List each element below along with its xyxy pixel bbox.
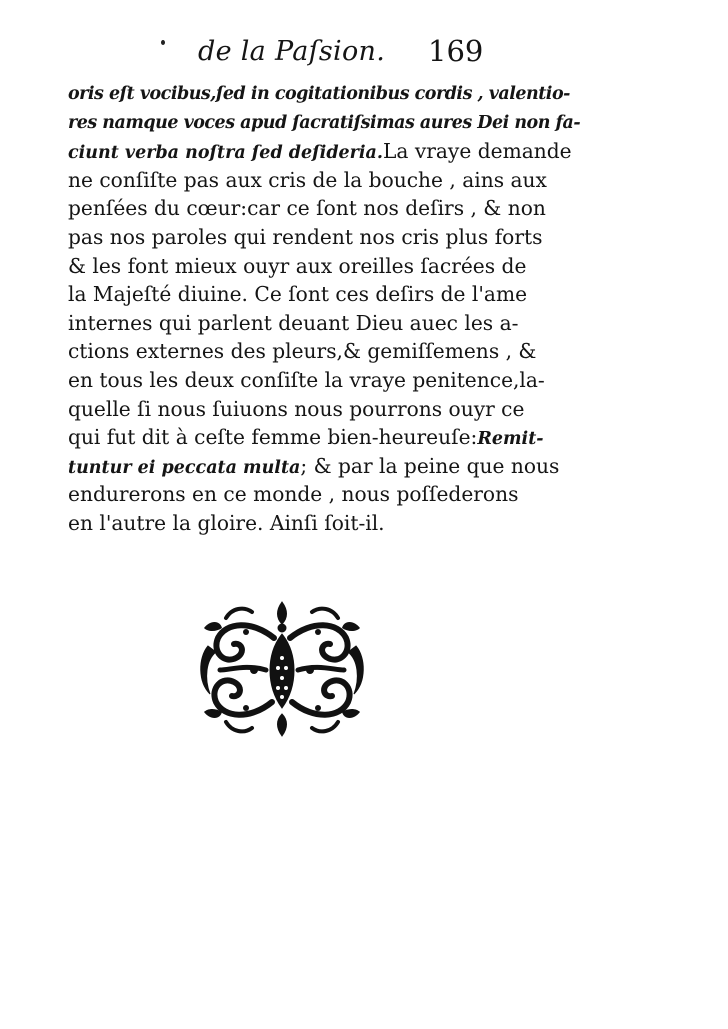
running-title: de la Paſsion. — [198, 36, 386, 67]
ink-speck — [161, 40, 165, 45]
text-line: penſées du cœur:car ce ſont nos deſirs , & non — [68, 196, 546, 221]
text-line: en l'autre la gloire. Ainſi ſoit-il. — [68, 510, 385, 535]
text-span: ; & par la peine que nous — [300, 453, 560, 478]
text-line: endurerons en ce monde , nous poſſederons — [68, 482, 519, 507]
text-line: pas nos paroles qui rendent nos cris plus forts — [68, 224, 543, 249]
text-line: oris eſt vocibus,ſed in cogitationibus cordis , valentio- — [68, 84, 570, 104]
body-text — [68, 80, 581, 538]
text-line: ctions externes des pleurs,& gemiſſemens , & — [68, 339, 537, 364]
text-line: ne conſiſte pas aux cris de la bouche , ains aux — [68, 167, 547, 192]
page-number: 169 — [428, 34, 484, 68]
text-span: qui fut dit à ceſte femme bien-heureuſe: — [68, 425, 478, 450]
latin-quote: ciunt verba noſtra ſed deſideria. — [68, 143, 383, 164]
fleuron-ornament-icon — [196, 598, 368, 740]
text-line: la Majeſté diuine. Ce ſont ces deſirs de l'ame — [68, 282, 528, 307]
text-line: en tous les deux conſiſte la vraye penitence,la- — [68, 367, 545, 392]
text-line — [68, 137, 572, 166]
text-line — [68, 452, 560, 481]
text-line: & les font mieux ouyr aux oreilles ſacrées de — [68, 253, 527, 278]
latin-quote: tuntur ei peccata multa — [68, 457, 301, 478]
text-span: La vraye demande — [382, 139, 572, 164]
text-line: quelle ſi nous ſuiuons nous pourrons ouyr ce — [68, 396, 525, 421]
latin-quote: Remit- — [477, 429, 544, 450]
text-line — [68, 423, 544, 452]
text-line: res namque voces apud ſacratiſsimas aures Dei non fa- — [68, 112, 581, 133]
text-line: internes qui parlent deuant Dieu auec les a- — [68, 310, 519, 335]
